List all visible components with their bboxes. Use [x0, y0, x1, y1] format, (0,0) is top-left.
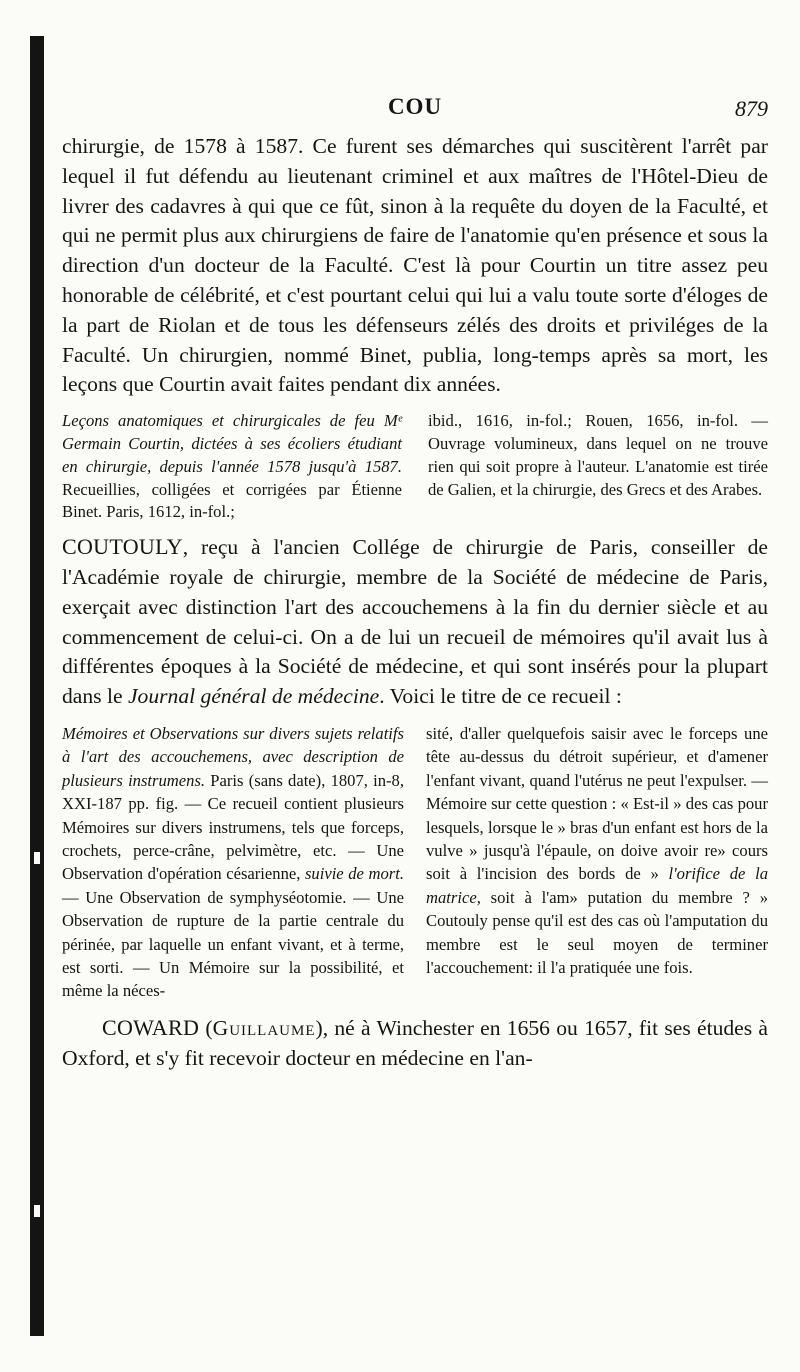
coutouly-name: COUTOULY — [62, 534, 183, 560]
page-number: 879 — [735, 96, 768, 121]
courtin-notes — [62, 410, 768, 524]
coutouly-note-right — [426, 722, 768, 1003]
coutouly-note-italic-2: suivie de mort. — [304, 864, 404, 884]
coutouly-note-title: Mémoires et Observations sur divers sujets relatifs à l'art des accouchemens, avec description de plusieurs instrumens. — [62, 723, 404, 790]
coutouly-notes — [62, 722, 768, 1003]
coward-given-name: Guillaume — [212, 1015, 316, 1040]
coutouly-note-body-2: — Une Observation de symphyséotomie. — Une Observation de rupture de la partie centrale du périnée, par laquelle un enfant vivant, et à terme, est sorti. — Un Mémoire sur la possibilité, et même la néces- — [62, 887, 404, 1001]
coutouly-note-right-2: , soit à l'am» putation du membre ? » Coutouly pense qu'il est des cas où l'amputation du membre est le seul moyen de terminer l'accouchement: il l'a pratiquée une fois. — [426, 887, 768, 977]
courtin-note-title: Leçons anatomiques et chirurgicales de feu Mᵉ Germain Courtin, dictées à ses écoliers étudiant en chirurgie, depuis l'année 1578 jusqu'à 1587. — [62, 411, 402, 476]
coutouly-note-right-1: sité, d'aller quelquefois saisir avec le forceps une tête au-dessus du détroit supérieur, et d'amener l'enfant vivant, quand l'utérus ne peut l'expulser. — Mémoire sur cette question : « Est-il » des cas pour lesquels, lorsque le » bras d'un enfant est hors de la vulve » jusqu'à l'épaule, on doive avoir re» cours soit à l'incision des bords de » — [426, 723, 768, 884]
coutouly-note-left — [62, 722, 404, 1003]
courtin-note-left — [62, 410, 402, 524]
coward-text: , né à Winchester en 1656 ou 1657, fit ses études à Oxford, et s'y fit recevoir docteur en médecine en l'an- — [62, 1015, 768, 1070]
coutouly-entry — [62, 532, 768, 712]
page-header — [62, 88, 768, 132]
coutouly-text-before: , reçu à l'ancien Collége de chirurgie de Paris, conseiller de l'Académie royale de chirurgie, membre de la Société de médecine de Paris, exerçait avec distinction l'art des accouchemens à la fin du dernier siècle et au commencement de celui-ci. On a de lui un recueil de mémoires qu'il avait lus à différentes époques à la Société de médecine, et qui sont insérés pour la plupart dans le — [62, 535, 768, 709]
coward-name: COWARD — [102, 1014, 200, 1040]
coutouly-journal-title: Journal général de médecine — [127, 684, 380, 709]
courtin-paragraph: chirurgie, de 1578 à 1587. Ce furent ses démarches qui suscitèrent l'arrêt par lequel il fut défendu au lieutenant criminel et aux maîtres de l'Hôtel-Dieu de livrer des cadavres à qui que ce fût, sinon à la requête du doyen de la Faculté, et qui ne permit plus aux chirurgiens de faire de l'anatomie qu'en présence et sous la direction d'un docteur de la Faculté. C'est là pour Courtin un titre assez peu honorable de célébrité, et c'est pourtant celui qui lui a valu toute sorte d'éloges de la part de Riolan et de tous les défenseurs zélés des droits et priviléges de la Faculté. Un chirurgien, nommé Binet, publia, long-temps après sa mort, les leçons que Courtin avait faites pendant dix années. — [62, 134, 768, 397]
coward-entry: COWARD (Guillaume), né à Winchester en 1656 ou 1657, fit ses études à Oxford, et s'y fit recevoir docteur en médecine en l'an- — [62, 1014, 768, 1070]
coutouly-note-body-1: Paris (sans date), 1807, in-8, XXI-187 pp. fig. — Ce recueil contient plusieurs Mémoires sur divers instrumens, tels que forceps, crochets, perce-crâne, pelvimètre, etc. — Une Observation d'opération césarienne, — [62, 770, 404, 884]
courtin-note-publication: Recueillies, colligées et corrigées par Étienne Binet. Paris, 1612, in-fol.; — [62, 479, 402, 522]
gutter-notch — [34, 1205, 40, 1217]
coutouly-note-right-italic: l'orifice de la matrice — [426, 864, 768, 907]
page-gutter-shadow — [30, 36, 44, 1336]
courtin-note-right: ibid., 1616, in-fol.; Rouen, 1656, in-fol. — Ouvrage volumineux, dans lequel on ne trouve rien qui soit propre à l'auteur. L'anatomie est tirée de Galien, et la chirurgie, des Grecs et des Arabes. — [428, 411, 768, 499]
page — [62, 88, 768, 1073]
coutouly-text-after: . Voici le titre de ce recueil : — [379, 684, 622, 709]
gutter-notch — [34, 852, 40, 864]
running-head: COU — [387, 94, 443, 119]
